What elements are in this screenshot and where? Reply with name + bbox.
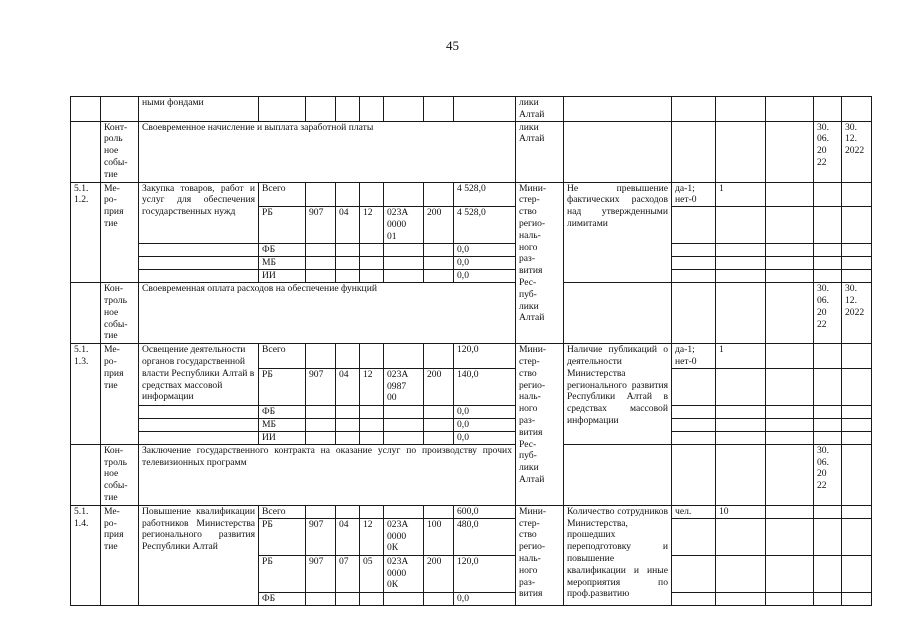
subsection-code [360,344,384,369]
control-event-type: Конт- роль ное собы- тие [101,121,139,182]
carryover-description: ными фондами [139,97,259,122]
amount: 120,0 [454,555,516,592]
amount: 140,0 [454,368,516,405]
control-event-row [71,121,872,182]
grbs-code [306,505,336,518]
control-event-date-end: 30. 12. 2022 [842,283,872,344]
control-event-type: Кон- троль ное собы- тие [101,283,139,344]
indicator-name: Количество сотрудников Министерства, прошедших переподготовку и повышение квалификации и иные мероприятия по проф.развитию [564,505,672,605]
section-code [336,505,360,518]
indicator-value: 10 [716,505,766,518]
funding-row [71,418,872,431]
control-event-date-start: 30. 06. 20 22 [814,121,842,182]
control-event-date-end: 30. 12. 2022 [842,121,872,182]
indicator-unit: да-1; нет-0 [672,344,716,369]
control-event-description: Заключение государственного контракта на оказание услуг по производству прочих телевизионных программ [139,444,516,505]
expense-type-code: 200 [424,555,454,592]
amount: 0,0 [454,270,516,283]
executor-cell: лики Алтай [516,121,564,182]
grbs-code [306,182,336,207]
grbs-code: 907 [306,368,336,405]
measure-number: 5.1. 1.4. [71,505,101,605]
subsection-code: 12 [360,518,384,555]
funding-source: РБ [259,368,306,405]
control-event-description: Своевременная оплата расходов на обеспечение функций [139,283,516,344]
target-article-code: 023А 0000 0К [384,555,424,592]
indicator-unit: чел. [672,505,716,518]
funding-source: МБ [259,257,306,270]
measure-executor: Мини- стер- ство регио- наль- ного раз- вития Рес- пуб- лики Алтай [516,344,564,506]
measure-type: Ме- ро- прия тие [101,505,139,605]
target-article-code [384,182,424,207]
subsection-code [360,505,384,518]
target-article-code: 023А 0987 00 [384,368,424,405]
funding-source: Всего [259,344,306,369]
expense-type-code [424,182,454,207]
funding-source: МБ [259,418,306,431]
funding-source: РБ [259,518,306,555]
amount: 0,0 [454,257,516,270]
subsection-code: 05 [360,555,384,592]
control-event-description: Своевременное начисление и выплата заработной платы [139,121,516,182]
measure-name: Закупка товаров, работ и услуг для обеспечения государственных нужд [139,182,259,244]
expense-type-code [424,505,454,518]
section-code: 04 [336,368,360,405]
measure-executor: Мини- стер- ство регио- наль- ного раз- вития [516,505,564,605]
amount: 600,0 [454,505,516,518]
control-event-type: Кон- троль ное собы- тие [101,444,139,505]
expense-type-code: 200 [424,207,454,244]
grbs-code: 907 [306,555,336,592]
funding-row [71,431,872,444]
expense-type-code: 100 [424,518,454,555]
funding-source: РБ [259,207,306,244]
amount: 0,0 [454,244,516,257]
indicator-value: 1 [716,344,766,369]
measure-row [71,344,872,369]
measure-type: Ме- ро- прия тие [101,344,139,445]
measure-row [71,505,872,518]
amount: 120,0 [454,344,516,369]
target-article-code [384,505,424,518]
funding-source: ИИ [259,431,306,444]
subsection-code: 12 [360,368,384,405]
funding-source: ФБ [259,592,306,605]
section-code [336,344,360,369]
amount: 4 528,0 [454,182,516,207]
table-row-header-carryover [71,97,872,122]
control-event-row [71,444,872,505]
program-table [70,96,872,606]
measure-type: Ме- ро- прия тие [101,182,139,283]
carryover-executor: лики Алтай [516,97,564,122]
section-code: 04 [336,518,360,555]
indicator-name: Не превышение фактических расходов над утвержденными лимитами [564,182,672,283]
grbs-code: 907 [306,207,336,244]
target-article-code [384,344,424,369]
page-number: 45 [446,38,459,53]
section-code: 04 [336,207,360,244]
expense-type-code: 200 [424,368,454,405]
amount: 480,0 [454,518,516,555]
amount: 0,0 [454,592,516,605]
target-article-code: 023А 0000 0К [384,518,424,555]
measure-name: Освещение деятельности органов государственной власти Республики Алтай в средствах массовой информации [139,344,259,406]
measure-executor: Мини- стер- ство регио- наль- ного раз- вития Рес- пуб- лики Алтай [516,182,564,344]
funding-source: РБ [259,555,306,592]
funding-row [71,270,872,283]
funding-row [71,405,872,418]
program-table-container [70,96,872,606]
funding-source: ФБ [259,405,306,418]
section-code [336,182,360,207]
amount: 4 528,0 [454,207,516,244]
expense-type-code [424,344,454,369]
indicator-name: Наличие публикаций о деятельности Министерства регионального развития Республики Алтай в средствах массовой информации [564,344,672,445]
measure-row [71,182,872,207]
section-code: 07 [336,555,360,592]
target-article-code: 023А 0000 01 [384,207,424,244]
measure-number: 5.1. 1.2. [71,182,101,283]
control-event-date-start: 30. 06. 20 22 [814,444,842,505]
funding-source: ИИ [259,270,306,283]
funding-source: Всего [259,505,306,518]
funding-row [71,244,872,257]
control-event-date-end [842,444,872,505]
funding-source: ФБ [259,244,306,257]
amount: 0,0 [454,405,516,418]
indicator-unit: да-1; нет-0 [672,182,716,207]
amount: 0,0 [454,418,516,431]
subsection-code [360,182,384,207]
measure-name: Повышение квалификации работников Министерства регионального развития Республики Алтай [139,505,259,605]
indicator-value: 1 [716,182,766,207]
control-event-row [71,283,872,344]
control-event-date-start: 30. 06. 20 22 [814,283,842,344]
funding-source: Всего [259,182,306,207]
funding-row [71,257,872,270]
grbs-code: 907 [306,518,336,555]
amount: 0,0 [454,431,516,444]
subsection-code: 12 [360,207,384,244]
measure-number: 5.1. 1.3. [71,344,101,445]
grbs-code [306,344,336,369]
